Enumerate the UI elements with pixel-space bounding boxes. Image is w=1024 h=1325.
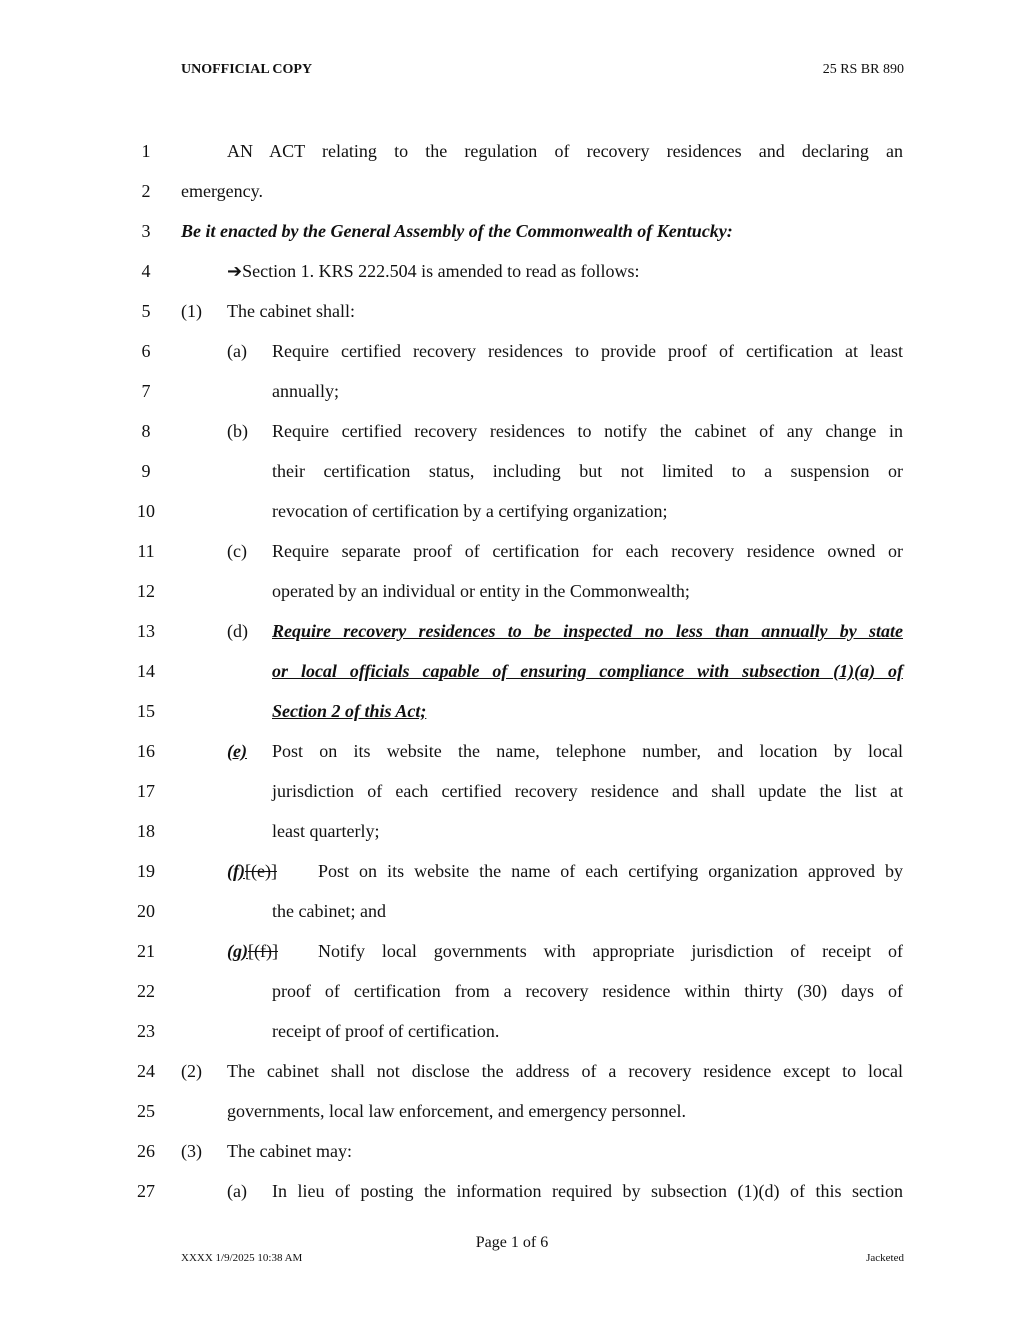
- line-number: 22: [137, 981, 155, 1001]
- line-number: 11: [137, 541, 155, 561]
- line-14: [0, 661, 1024, 701]
- line-number: 1: [141, 141, 151, 161]
- line-number: 12: [137, 581, 155, 601]
- paragraph-text: jurisdiction of each certified recovery residence and shall update the list at: [272, 781, 903, 801]
- paragraph-text: proof of certification from a recovery residence within thirty (30) days of: [272, 981, 903, 1001]
- line-26: [0, 1141, 1024, 1181]
- line-number: 16: [137, 741, 155, 761]
- new-text-inserted: Section 2 of this Act;: [272, 701, 427, 721]
- subsection-text: The cabinet shall not disclose the address of a recovery residence except to local: [227, 1061, 903, 1081]
- line-number: 15: [137, 701, 155, 721]
- label-deleted: [(f)]: [248, 941, 278, 961]
- paragraph-text: Require certified recovery residences to notify the cabinet of any change in: [272, 421, 903, 441]
- subsection-text: The cabinet may:: [227, 1141, 352, 1161]
- label-new: (f): [227, 861, 245, 881]
- paragraph-text: Post on its website the name, telephone number, and location by local: [272, 741, 903, 761]
- line-number: 19: [137, 861, 155, 881]
- subsection-text: governments, local law enforcement, and emergency personnel.: [227, 1101, 686, 1121]
- line-number: 27: [137, 1181, 155, 1201]
- paragraph-text: operated by an individual or entity in the Commonwealth;: [272, 581, 690, 601]
- line-3: [0, 221, 1024, 261]
- line-21: [0, 941, 1024, 981]
- line-8: [0, 421, 1024, 461]
- paragraph-text: Post on its website the name of each certifying organization approved by: [318, 861, 903, 881]
- line-number: 13: [137, 621, 155, 641]
- header-bill-number: 25 RS BR 890: [822, 62, 904, 77]
- paragraph-label: [227, 861, 277, 881]
- line-number: 8: [141, 421, 151, 441]
- footer-timestamp: XXXX 1/9/2025 10:38 AM: [181, 1252, 303, 1264]
- line-number: 21: [137, 941, 155, 961]
- line-number: 10: [137, 501, 155, 521]
- paragraph-text: the cabinet; and: [272, 901, 386, 921]
- line-15: [0, 701, 1024, 741]
- line-number: 25: [137, 1101, 155, 1121]
- paragraph-text: least quarterly;: [272, 821, 380, 841]
- new-text-inserted: Require recovery residences to be inspected no less than annually by state: [272, 621, 903, 641]
- line-number: 14: [137, 661, 155, 681]
- arrow-right-icon: ➔: [227, 261, 243, 282]
- line-27: [0, 1181, 1024, 1221]
- footer-status: Jacketed: [866, 1252, 904, 1264]
- new-text-inserted: or local officials capable of ensuring compliance with subsection (1)(a) of: [272, 661, 903, 681]
- line-1: [0, 141, 1024, 181]
- enacting-clause: Be it enacted by the General Assembly of the Commonwealth of Kentucky:: [181, 221, 733, 241]
- line-23: [0, 1021, 1024, 1061]
- subsection-label: (3): [181, 1141, 202, 1161]
- line-19: [0, 861, 1024, 901]
- subsection-label: (1): [181, 301, 202, 321]
- label-deleted: [(e)]: [244, 861, 277, 881]
- line-number: 24: [137, 1061, 155, 1081]
- line-number: 5: [141, 301, 151, 321]
- paragraph-label: (c): [227, 541, 247, 561]
- line-6: [0, 341, 1024, 381]
- paragraph-text: Notify local governments with appropriate jurisdiction of receipt of: [318, 941, 903, 961]
- line-5: [0, 301, 1024, 341]
- line-number: 2: [141, 181, 151, 201]
- title-text-continued: emergency.: [181, 181, 263, 201]
- section-heading: [227, 261, 640, 282]
- paragraph-label: (a): [227, 1181, 247, 1201]
- line-18: [0, 821, 1024, 861]
- line-17: [0, 781, 1024, 821]
- label-new: (g): [227, 941, 248, 961]
- line-number: 4: [141, 261, 151, 281]
- paragraph-text: receipt of proof of certification.: [272, 1021, 500, 1041]
- line-number: 7: [141, 381, 151, 401]
- paragraph-text: annually;: [272, 381, 339, 401]
- paragraph-text: Require certified recovery residences to provide proof of certification at least: [272, 341, 903, 361]
- line-24: [0, 1061, 1024, 1101]
- line-11: [0, 541, 1024, 581]
- line-number: 26: [137, 1141, 155, 1161]
- line-number: 17: [137, 781, 155, 801]
- paragraph-text: Require separate proof of certification for each recovery residence owned or: [272, 541, 903, 561]
- line-16: [0, 741, 1024, 781]
- line-number: 20: [137, 901, 155, 921]
- paragraph-label-new: (e): [227, 741, 247, 761]
- line-25: [0, 1101, 1024, 1141]
- title-text: AN ACT relating to the regulation of recovery residences and declaring an: [227, 141, 903, 161]
- line-4: [0, 261, 1024, 301]
- line-number: 23: [137, 1021, 155, 1041]
- paragraph-text: their certification status, including but not limited to a suspension or: [272, 461, 903, 481]
- line-number: 6: [141, 341, 151, 361]
- subsection-text: The cabinet shall:: [227, 301, 355, 321]
- line-2: [0, 181, 1024, 221]
- line-7: [0, 381, 1024, 421]
- section-heading-text: Section 1. KRS 222.504 is amended to read as follows:: [242, 261, 640, 281]
- paragraph-label: (a): [227, 341, 247, 361]
- header-unofficial-copy: UNOFFICIAL COPY: [181, 62, 313, 77]
- paragraph-label: (b): [227, 421, 248, 441]
- line-10: [0, 501, 1024, 541]
- paragraph-text: In lieu of posting the information required by subsection (1)(d) of this section: [272, 1181, 903, 1201]
- line-number: 9: [141, 461, 151, 481]
- line-20: [0, 901, 1024, 941]
- line-number: 18: [137, 821, 155, 841]
- line-13: [0, 621, 1024, 661]
- page-number: Page 1 of 6: [475, 1234, 549, 1251]
- paragraph-text: revocation of certification by a certifying organization;: [272, 501, 668, 521]
- line-number: 3: [141, 221, 151, 241]
- subsection-label: (2): [181, 1061, 202, 1081]
- line-22: [0, 981, 1024, 1021]
- paragraph-label: [227, 941, 278, 961]
- paragraph-label: (d): [227, 621, 248, 641]
- line-12: [0, 581, 1024, 621]
- line-9: [0, 461, 1024, 501]
